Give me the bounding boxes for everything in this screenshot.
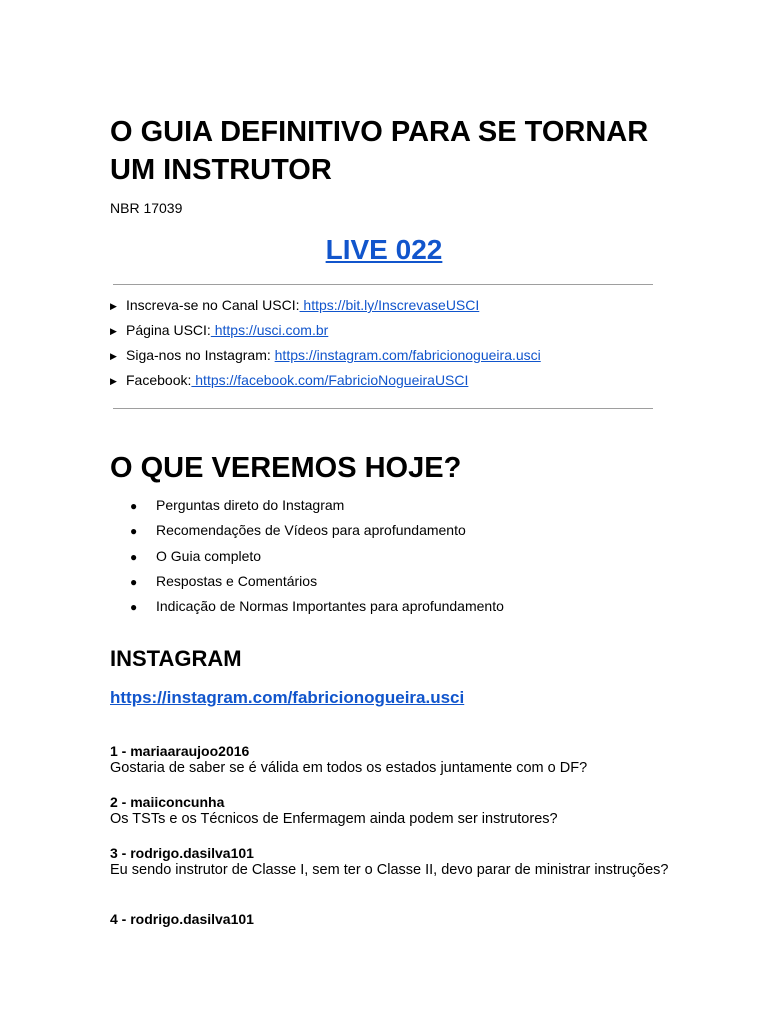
bullet-icon: ● xyxy=(130,574,138,589)
question-item xyxy=(110,794,670,828)
divider-bottom xyxy=(113,408,653,409)
question-author: 1 - mariaaraujoo2016 xyxy=(110,743,250,759)
youtube-channel-link[interactable]: https://bit.ly/InscrevaseUSCI xyxy=(299,297,480,313)
document-title: O GUIA DEFINITIVO PARA SE TORNAR UM INSTRUTOR xyxy=(110,116,649,186)
link-item-instagram xyxy=(110,343,541,368)
triangle-bullet-icon: ▶ xyxy=(110,376,117,386)
instagram-profile-link-wrapper xyxy=(110,686,464,710)
question-item xyxy=(110,743,670,777)
live-link[interactable]: LIVE 022 xyxy=(325,234,443,265)
website-link[interactable]: https://usci.com.br xyxy=(210,322,329,338)
question-text: Os TSTs e os Técnicos de Enfermagem ainda podem ser instrutores? xyxy=(110,811,558,827)
agenda-item-label: Recomendações de Vídeos para aprofundamento xyxy=(156,522,466,539)
link-item-facebook xyxy=(110,368,541,393)
link-label: Facebook: xyxy=(126,372,192,388)
question-text: Eu sendo instrutor de Classe I, sem ter o Classe II, devo parar de ministrar instruções? xyxy=(110,862,669,878)
list-item xyxy=(130,594,504,619)
list-item xyxy=(130,569,504,594)
bullet-icon: ● xyxy=(130,600,138,615)
links-list xyxy=(110,293,541,393)
question-author: 4 - rodrigo.dasilva101 xyxy=(110,911,254,927)
document-subtitle: NBR 17039 xyxy=(110,200,183,216)
divider-top xyxy=(113,284,653,285)
triangle-bullet-icon: ▶ xyxy=(110,301,117,311)
triangle-bullet-icon: ▶ xyxy=(110,351,117,361)
agenda-item-label: Perguntas direto do Instagram xyxy=(156,497,345,513)
question-author: 3 - rodrigo.dasilva101 xyxy=(110,845,254,861)
bullet-icon: ● xyxy=(130,499,138,513)
question-text: Gostaria de saber se é válida em todos os estados juntamente com o DF? xyxy=(110,760,588,776)
list-item xyxy=(130,544,504,569)
agenda-item-label: O Guia completo xyxy=(156,547,262,564)
question-author: 2 - maiiconcunha xyxy=(110,794,225,810)
live-heading xyxy=(0,230,768,270)
list-item xyxy=(130,518,504,543)
bullet-icon: ● xyxy=(130,549,138,564)
link-label: Inscreva-se no Canal USCI: xyxy=(126,297,300,313)
facebook-link[interactable]: https://facebook.com/FabricioNogueiraUSCI xyxy=(191,372,469,388)
question-item xyxy=(110,845,670,879)
bullet-icon: ● xyxy=(130,524,138,539)
link-item-website xyxy=(110,318,541,343)
instagram-profile-link[interactable]: https://instagram.com/fabricionogueira.usci xyxy=(110,688,465,707)
list-item xyxy=(130,493,504,518)
agenda-heading: O QUE VEREMOS HOJE? xyxy=(110,452,462,484)
link-label: Siga-nos no Instagram: xyxy=(126,347,275,363)
agenda-item-label: Indicação de Normas Importantes para aprofundamento xyxy=(156,598,504,615)
triangle-bullet-icon: ▶ xyxy=(110,326,117,336)
instagram-link[interactable]: https://instagram.com/fabricionogueira.usci xyxy=(274,347,541,363)
question-item xyxy=(110,911,670,928)
agenda-list xyxy=(130,493,504,619)
link-item-youtube xyxy=(110,293,541,318)
agenda-item-label: Respostas e Comentários xyxy=(156,572,318,589)
link-label: Página USCI: xyxy=(126,322,211,338)
instagram-heading: INSTAGRAM xyxy=(110,646,242,671)
